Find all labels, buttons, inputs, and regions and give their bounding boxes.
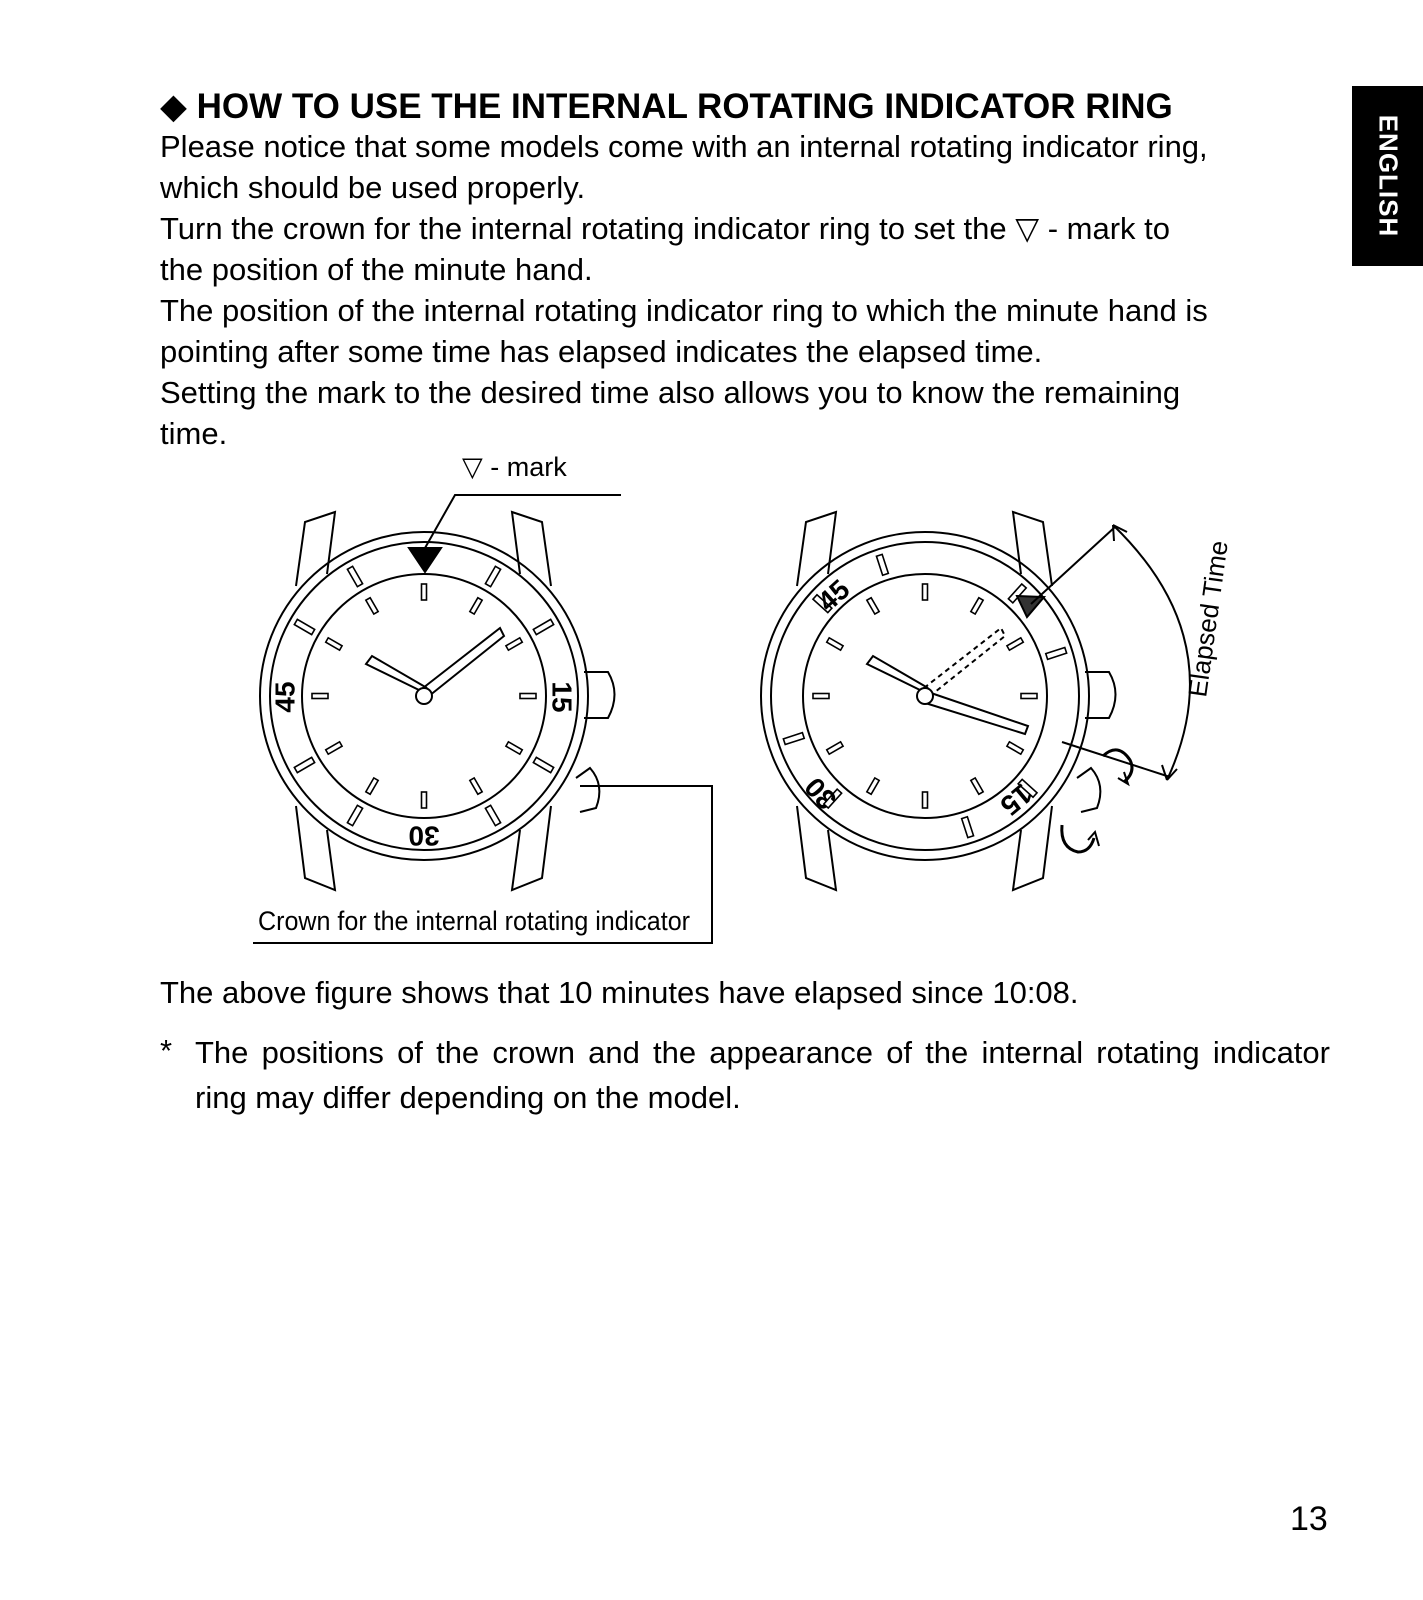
page-number: 13 <box>1290 1500 1328 1538</box>
hour-index <box>422 584 427 600</box>
hour-index <box>366 778 378 794</box>
ring-marker <box>485 566 500 586</box>
left-watch-indicator-crown <box>576 768 599 812</box>
note-marker: * <box>160 1033 173 1068</box>
ring-marker <box>533 619 553 634</box>
hour-index <box>470 598 482 614</box>
right-watch-old-minute-hand <box>924 628 1005 696</box>
hour-index <box>867 598 879 614</box>
left-watch-center-pin <box>416 688 432 704</box>
body-line: The position of the internal rotating indicator ring to which the minute hand is <box>160 293 1208 328</box>
right-watch-center-pin <box>917 688 933 704</box>
figure-caption: The above figure shows that 10 minutes have elapsed since 10:08. <box>160 975 1079 1010</box>
left-watch-number-45: 45 <box>269 681 301 713</box>
body-line: Setting the mark to the desired time also allows you to know the remaining <box>160 375 1181 410</box>
hour-index <box>827 742 843 754</box>
ring-marker <box>533 757 553 772</box>
hour-index <box>1007 742 1023 754</box>
left-watch-minute-hand <box>423 628 504 696</box>
diamond-bullet-icon: ◆ <box>160 87 187 126</box>
right-watch <box>761 512 1190 890</box>
hour-index <box>813 694 829 699</box>
hour-index <box>1007 638 1023 650</box>
left-watch-number-30: 30 <box>408 820 440 852</box>
hour-index <box>422 792 427 808</box>
hour-index <box>971 598 983 614</box>
ring-marker <box>347 566 362 586</box>
elapsed-leader-bottom <box>1062 742 1170 777</box>
right-watch-minute-hand <box>922 692 1028 734</box>
left-watch-hour-hand <box>366 656 427 690</box>
hour-index <box>520 694 536 699</box>
body-line: the position of the minute hand. <box>160 252 593 287</box>
body-line: Please notice that some models come with an internal rotating indicator ring, <box>160 129 1208 164</box>
ring-marker <box>294 757 314 772</box>
right-watch-hour-hand <box>867 656 928 690</box>
hour-index <box>923 584 928 600</box>
ring-marker <box>783 733 804 745</box>
mark-leader-line <box>425 495 621 548</box>
crown-label: Crown for the internal rotating indicator <box>258 906 690 936</box>
right-watch-triangle-mark <box>1017 596 1044 617</box>
right-watch-number-30: 30 <box>798 771 843 816</box>
right-watch-indicator-crown <box>1077 768 1100 812</box>
rotation-arrow-icon <box>1103 750 1132 782</box>
hour-index <box>867 778 879 794</box>
body-line: time. <box>160 416 228 451</box>
hour-index <box>506 742 522 754</box>
hour-index <box>1021 694 1037 699</box>
language-tab-label: ENGLISH <box>1373 114 1403 238</box>
elapsed-leader-top <box>1031 527 1115 604</box>
hour-index <box>923 792 928 808</box>
left-watch-triangle-mark <box>409 548 441 572</box>
body-line: Turn the crown for the internal rotating indicator ring to set the ▽ - mark to <box>160 211 1170 246</box>
hour-index <box>326 638 342 650</box>
heading-title: HOW TO USE THE INTERNAL ROTATING INDICATOR RING <box>196 87 1173 126</box>
rotation-arrow-head <box>1118 772 1128 784</box>
ring-marker <box>876 554 888 575</box>
left-watch-number-15: 15 <box>546 681 578 713</box>
hour-index <box>827 638 843 650</box>
note-text: The positions of the crown and the appearance of the internal rotating indicator ring may differ depending on the model. <box>195 1035 1330 1115</box>
ring-marker <box>485 805 500 825</box>
right-watch-number-15: 15 <box>994 777 1039 822</box>
hour-index <box>326 742 342 754</box>
ring-marker <box>294 619 314 634</box>
ring-marker <box>962 817 974 838</box>
hour-index <box>971 778 983 794</box>
elapsed-arc <box>1113 525 1190 780</box>
ring-marker <box>347 805 362 825</box>
hour-index <box>312 694 328 699</box>
body-line: which should be used properly. <box>160 170 586 205</box>
ring-marker <box>1046 647 1067 659</box>
hour-index <box>470 778 482 794</box>
body-line: pointing after some time has elapsed indicates the elapsed time. <box>160 334 1043 369</box>
hour-index <box>506 638 522 650</box>
mark-label: ▽ - mark <box>462 452 567 482</box>
elapsed-time-label: Elapsed Time <box>1182 538 1234 699</box>
hour-index <box>366 598 378 614</box>
right-watch-number-45: 45 <box>811 573 856 618</box>
